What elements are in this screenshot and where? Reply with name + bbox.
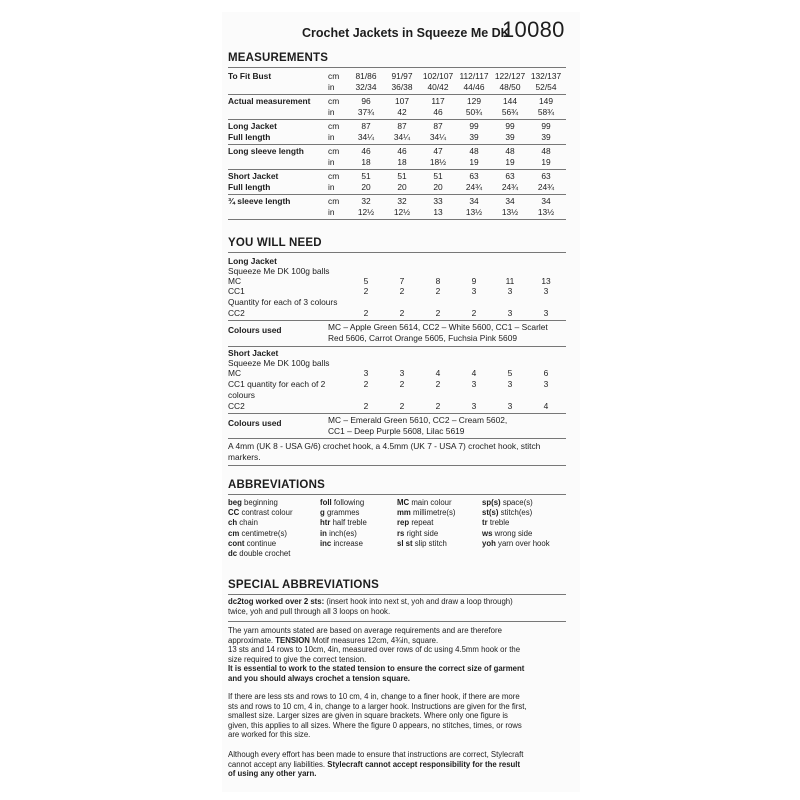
size-value: 12½ <box>393 207 411 217</box>
size-value: 132/137 <box>530 71 562 81</box>
size-value: 87 <box>433 121 443 131</box>
divider <box>228 119 566 120</box>
size-value: 13½ <box>537 207 555 217</box>
size-value: 13 <box>541 276 551 286</box>
size-value: 99 <box>505 121 515 131</box>
size-value: 32 <box>397 196 407 206</box>
abbreviations-heading: ABBREVIATIONS <box>228 479 325 491</box>
size-value: 32/34 <box>355 82 377 92</box>
unit-cm: cm <box>328 121 340 131</box>
note-line: cannot accept any liabilities. <box>228 759 328 769</box>
size-value: 48 <box>505 146 515 156</box>
abbreviation-meaning: wrong side <box>494 528 533 538</box>
size-value: 3 <box>507 308 513 318</box>
size-value: 3 <box>507 286 513 296</box>
size-value: 122/127 <box>494 71 526 81</box>
abbreviation-term: cm <box>228 528 240 538</box>
hook-text: A 4mm (UK 8 - USA G/6) crochet hook, a 4.5mm (UK 7 - USA 7) crochet hook, stitch <box>228 441 541 451</box>
size-value: 2 <box>399 286 405 296</box>
abbreviation-meaning: chain <box>239 518 258 528</box>
size-value: 2 <box>363 379 369 389</box>
size-value: 50¾ <box>465 107 483 117</box>
size-value: 3 <box>543 286 549 296</box>
divider <box>228 144 566 145</box>
size-value: 48 <box>469 146 479 156</box>
size-value: 3 <box>363 368 369 378</box>
abbreviation-term: yoh <box>482 538 496 548</box>
measurement-label: To Fit Bust <box>228 71 272 81</box>
size-value: 13½ <box>465 207 483 217</box>
size-value: 3 <box>399 368 405 378</box>
abbreviation-item <box>228 539 276 549</box>
note-line: 13 sts and 14 rows to 10cm, 4in, measured over rows of dc using 4.5mm hook or the <box>228 645 521 655</box>
size-value: 46 <box>361 146 371 156</box>
long-jacket-heading: Long Jacket <box>228 256 277 266</box>
note-line: are worked for this size. <box>228 730 311 740</box>
abbreviation-item <box>320 539 363 549</box>
measurements-heading: MEASUREMENTS <box>228 52 329 64</box>
divider <box>228 67 566 68</box>
size-value: 99 <box>541 121 551 131</box>
colours-text: MC – Apple Green 5614, CC2 – White 5600, CC1 – Scarlet <box>328 322 548 332</box>
abbreviation-term: cont <box>228 538 245 548</box>
abbreviation-meaning: double crochet <box>239 549 291 558</box>
size-value: 2 <box>399 308 405 318</box>
divider <box>228 94 566 95</box>
abbreviation-item <box>482 498 533 508</box>
size-value: 8 <box>435 276 441 286</box>
abbreviation-item <box>228 529 287 539</box>
abbreviation-item <box>320 498 364 508</box>
hook-size-note <box>228 692 570 740</box>
unit-in: in <box>328 182 335 192</box>
size-value: 42 <box>397 107 407 117</box>
abbreviation-term: beg <box>228 498 242 507</box>
size-value: 51 <box>433 171 443 181</box>
size-value: 2 <box>399 401 405 411</box>
size-value: 6 <box>543 368 549 378</box>
size-value: 4 <box>543 401 549 411</box>
size-value: 149 <box>539 96 553 106</box>
size-value: 39 <box>505 132 515 142</box>
abbreviation-meaning: main colour <box>411 498 452 507</box>
mc-label: MC <box>228 276 242 286</box>
size-value: 12½ <box>357 207 375 217</box>
size-value: 3 <box>471 286 477 296</box>
yarn-tension-note <box>228 626 570 684</box>
size-value: 52/54 <box>535 82 557 92</box>
size-value: 48 <box>541 146 551 156</box>
size-value: 19 <box>469 157 479 167</box>
abbreviation-item <box>482 508 532 518</box>
abbreviation-item <box>482 529 532 539</box>
abbreviation-item <box>397 518 433 528</box>
abbreviation-meaning: following <box>333 498 365 507</box>
abbreviation-item <box>228 508 293 518</box>
size-value: 36/38 <box>391 82 413 92</box>
size-value: 102/107 <box>422 71 454 81</box>
size-value: 32 <box>361 196 371 206</box>
size-value: 47 <box>433 146 443 156</box>
size-value: 18 <box>397 157 407 167</box>
abbreviation-item <box>320 508 359 518</box>
abbreviation-term: inc <box>320 538 332 548</box>
divider <box>228 219 566 220</box>
size-value: 56¾ <box>501 107 519 117</box>
size-value: 7 <box>399 276 405 286</box>
quantity-label: Quantity for each of 3 colours <box>228 297 338 307</box>
size-value: 18 <box>361 157 371 167</box>
size-value: 3 <box>543 379 549 389</box>
abbreviation-meaning: grammes <box>326 508 360 518</box>
colours-text: Red 5606, Carrot Orange 5605, Fuchsia Pink 5609 <box>328 333 518 343</box>
note-line: approximate. <box>228 635 276 645</box>
size-value: 18½ <box>429 157 447 167</box>
pattern-sheet <box>222 12 580 792</box>
unit-cm: cm <box>328 96 340 106</box>
short-jacket-heading: Short Jacket <box>228 348 279 358</box>
dc2tog-definition-cont: twice, yoh and pull through all 3 loops on hook. <box>228 606 391 616</box>
abbreviation-meaning: space(s) <box>502 498 533 507</box>
size-value: 3 <box>507 401 513 411</box>
size-value: 24¾ <box>501 182 519 192</box>
size-value: 34 <box>541 196 551 206</box>
special-abbreviations-heading: SPECIAL ABBREVIATIONS <box>228 579 379 591</box>
size-value: 13½ <box>501 207 519 217</box>
measurement-label: Long Jacket <box>228 121 277 131</box>
note-line: The yarn amounts stated are based on average requirements and are therefore <box>228 626 502 635</box>
abbreviation-term: sl st <box>397 538 413 548</box>
size-value: 20 <box>361 182 371 192</box>
size-value: 19 <box>541 157 551 167</box>
note-line: sts and rows to 10 cm, 4 in, change to a larger hook. Instructions are given for the first, <box>228 701 527 711</box>
abbreviation-term: mm <box>397 508 411 518</box>
divider <box>228 594 566 595</box>
note-line: size required to give the correct tension. <box>228 654 367 664</box>
size-value: 3 <box>471 401 477 411</box>
unit-in: in <box>328 157 335 167</box>
size-value: 19 <box>505 157 515 167</box>
size-value: 39 <box>541 132 551 142</box>
size-value: 9 <box>471 276 477 286</box>
disclaimer-bold: Stylecraft cannot accept responsibility for the result <box>327 759 521 769</box>
size-value: 2 <box>435 286 441 296</box>
abbreviation-item <box>320 518 367 528</box>
divider <box>228 621 566 622</box>
size-value: 11 <box>505 276 515 286</box>
abbreviation-item <box>482 518 509 528</box>
abbreviation-meaning: beginning <box>244 498 278 507</box>
divider <box>228 194 566 195</box>
you-will-need-heading: YOU WILL NEED <box>228 237 322 249</box>
disclaimer-note <box>228 750 570 779</box>
size-value: 63 <box>469 171 479 181</box>
abbreviation-item <box>397 539 447 549</box>
dc2tog-term: dc2tog worked over 2 sts: <box>228 597 325 606</box>
abbreviation-item <box>228 498 278 508</box>
size-value: 87 <box>397 121 407 131</box>
abbreviation-meaning: yarn over hook <box>498 538 550 548</box>
abbreviation-meaning: stitch(es) <box>500 508 533 518</box>
measurement-label: Full length <box>228 182 271 192</box>
size-value: 51 <box>397 171 407 181</box>
abbreviation-term: rs <box>397 528 405 538</box>
abbreviation-meaning: increase <box>333 538 363 548</box>
abbreviation-term: tr <box>482 518 488 528</box>
pattern-number: 10080 <box>502 17 565 42</box>
size-value: 117 <box>431 96 445 106</box>
size-value: 3 <box>543 308 549 318</box>
abbreviation-term: sp(s) <box>482 498 501 507</box>
abbreviation-meaning: right side <box>406 528 439 538</box>
cc2-label: CC2 <box>228 308 245 318</box>
hook-text: markers. <box>228 452 261 462</box>
size-value: 2 <box>435 401 441 411</box>
size-value: 40/42 <box>427 82 449 92</box>
measurement-label: Actual measurement <box>228 96 311 106</box>
note-line: given, this applies to all sizes. Where the figure 0 appears, no stitches, times, or rows <box>228 720 522 730</box>
abbreviation-meaning: repeat <box>411 518 434 528</box>
size-value: 48/50 <box>499 82 521 92</box>
colours-used-label: Colours used <box>228 418 282 428</box>
special-abbreviation-dc2tog <box>228 597 570 616</box>
tension-label: TENSION <box>275 635 310 645</box>
size-value: 20 <box>433 182 443 192</box>
unit-cm: cm <box>328 71 340 81</box>
abbreviation-meaning: treble <box>489 518 510 528</box>
abbreviation-meaning: centimetre(s) <box>241 528 287 538</box>
divider <box>228 438 566 439</box>
size-value: 2 <box>363 401 369 411</box>
cc2-label: CC2 <box>228 401 245 411</box>
size-value: 2 <box>435 379 441 389</box>
unit-in: in <box>328 107 335 117</box>
size-value: 63 <box>541 171 551 181</box>
colours-used-label: Colours used <box>228 325 282 335</box>
size-value: 4 <box>471 368 477 378</box>
size-value: 99 <box>469 121 479 131</box>
divider <box>228 494 566 495</box>
unit-in: in <box>328 82 335 92</box>
yarn-label: Squeeze Me DK 100g balls <box>228 358 330 368</box>
size-value: 34¼ <box>357 132 375 142</box>
size-value: 129 <box>467 96 481 106</box>
abbreviation-item <box>397 508 456 518</box>
pattern-title: Crochet Jackets in Squeeze Me DK <box>302 26 510 40</box>
abbreviation-term: rep <box>397 518 410 528</box>
size-value: 20 <box>397 182 407 192</box>
measurement-label: Short Jacket <box>228 171 279 181</box>
size-value: 3 <box>471 379 477 389</box>
note-line: Although every effort has been made to ensure that instructions are correct, Stylecraft <box>228 750 524 759</box>
unit-cm: cm <box>328 171 340 181</box>
cc1-label: CC1 <box>228 286 245 296</box>
abbreviation-term: htr <box>320 518 331 528</box>
size-value: 63 <box>505 171 515 181</box>
size-value: 144 <box>503 96 517 106</box>
size-value: 34¼ <box>393 132 411 142</box>
size-value: 51 <box>361 171 371 181</box>
abbreviation-item <box>320 529 357 539</box>
abbreviation-term: MC <box>397 498 410 507</box>
tension-warning: and you should always crochet a tension square. <box>228 673 410 683</box>
disclaimer-bold: of using any other yarn. <box>228 769 317 779</box>
measurement-label: Full length <box>228 132 271 142</box>
size-value: 96 <box>361 96 371 106</box>
size-value: 33 <box>433 196 443 206</box>
mc-label: MC <box>228 368 242 378</box>
cc1-label: CC1 quantity for each of 2 <box>228 379 326 389</box>
divider <box>228 252 566 253</box>
size-value: 39 <box>469 132 479 142</box>
size-value: 5 <box>363 276 369 286</box>
abbreviation-term: dc <box>228 549 238 558</box>
abbreviation-item <box>228 549 290 559</box>
measurement-label: Long sleeve length <box>228 146 304 156</box>
size-value: 13 <box>433 207 443 217</box>
size-value: 34 <box>505 196 515 206</box>
abbreviation-item <box>397 498 452 508</box>
size-value: 24¾ <box>465 182 483 192</box>
abbreviation-item <box>482 539 550 549</box>
abbreviation-term: g <box>320 508 325 518</box>
size-value: 24¾ <box>537 182 555 192</box>
divider <box>228 346 566 347</box>
size-value: 2 <box>363 286 369 296</box>
abbreviation-term: st(s) <box>482 508 499 518</box>
abbreviation-meaning: continue <box>246 538 277 548</box>
abbreviation-meaning: millimetre(s) <box>413 508 456 518</box>
abbreviation-term: CC <box>228 508 240 518</box>
unit-cm: cm <box>328 146 340 156</box>
unit-in: in <box>328 132 335 142</box>
tension-warning: It is essential to work to the stated tension to ensure the correct size of garment <box>228 664 525 674</box>
colours-text: CC1 – Deep Purple 5608, Lilac 5619 <box>328 426 465 436</box>
size-value: 46 <box>397 146 407 156</box>
size-value: 5 <box>507 368 513 378</box>
size-value: 58¾ <box>537 107 555 117</box>
size-value: 2 <box>363 308 369 318</box>
divider <box>228 169 566 170</box>
size-value: 107 <box>395 96 409 106</box>
abbreviation-term: in <box>320 528 327 538</box>
yarn-label: Squeeze Me DK 100g balls <box>228 266 330 276</box>
dc2tog-definition: (insert hook into next st, yoh and draw a loop through) <box>324 597 513 606</box>
unit-cm: cm <box>328 196 340 206</box>
size-value: 46 <box>433 107 443 117</box>
size-value: 2 <box>399 379 405 389</box>
size-value: 2 <box>435 308 441 318</box>
size-value: 87 <box>361 121 371 131</box>
size-value: 37¾ <box>357 107 375 117</box>
size-value: 91/97 <box>391 71 413 81</box>
abbreviation-meaning: slip stitch <box>414 538 447 548</box>
size-value: 81/86 <box>355 71 377 81</box>
size-value: 44/46 <box>463 82 485 92</box>
colours-text: MC – Emerald Green 5610, CC2 – Cream 5602, <box>328 415 508 425</box>
abbreviation-meaning: contrast colour <box>241 508 293 518</box>
abbreviation-meaning: half treble <box>332 518 367 528</box>
size-value: 2 <box>471 308 477 318</box>
measurement-label: ¾ sleeve length <box>228 196 291 206</box>
divider <box>228 413 566 414</box>
abbreviation-meaning: inch(es) <box>329 528 357 538</box>
abbreviation-item <box>228 518 258 528</box>
cc1-label: colours <box>228 390 255 400</box>
divider <box>228 320 566 321</box>
note-line: If there are less sts and rows to 10 cm, 4 in, change to a finer hook, if there are more <box>228 692 520 701</box>
size-value: 34¼ <box>429 132 447 142</box>
size-value: 4 <box>435 368 441 378</box>
size-value: 34 <box>469 196 479 206</box>
size-value: 3 <box>507 379 513 389</box>
note-line: smallest size. Larger sizes are given in square brackets. Where only one figure is <box>228 711 508 721</box>
abbreviation-item <box>397 529 438 539</box>
note-line: Motif measures 12cm, 4¾in, square. <box>309 635 439 645</box>
size-value: 112/117 <box>459 71 489 81</box>
divider <box>228 465 566 466</box>
abbreviation-term: ws <box>482 528 493 538</box>
abbreviation-term: ch <box>228 518 238 528</box>
unit-in: in <box>328 207 335 217</box>
abbreviation-term: foll <box>320 498 332 507</box>
